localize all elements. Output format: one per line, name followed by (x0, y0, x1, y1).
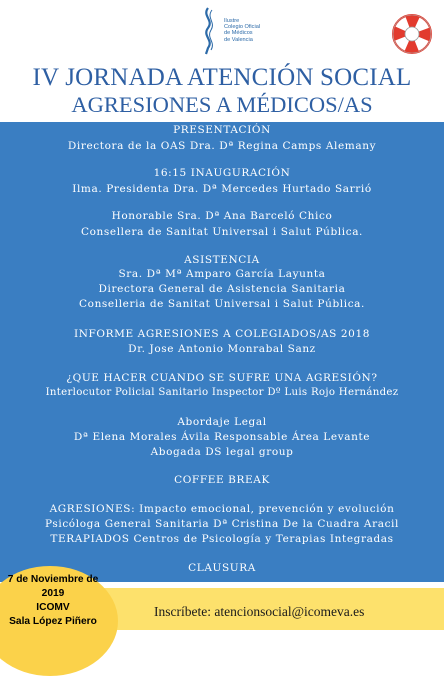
program-line: ASISTENCIA (184, 254, 260, 266)
program-line: Abordaje Legal (177, 416, 267, 428)
program-line: Abogada DS legal group (150, 446, 294, 458)
program-line: Directora de la OAS Dra. Dª Regina Camps Alemany (67, 140, 377, 152)
event-date: 7 de Noviembre de 2019 ICOMV Sala López Piñero (7, 574, 99, 627)
program-line: COFFEE BREAK (174, 474, 270, 486)
program-line: Ilma. Presidenta Dra. Dª Mercedes Hurtado Sarrió (72, 183, 372, 195)
program-line: Sra. Dª Mª Amparo García Layunta (118, 268, 326, 280)
program-line: 16:15 INAUGURACIÓN (153, 167, 291, 179)
program-line: Dr. Jose Antonio Monrabal Sanz (128, 343, 316, 355)
registration-contact: Inscríbete: atencionsocial@icomeva.es (154, 604, 365, 619)
event-subtitle: AGRESIONES A MÉDICOS/AS (71, 92, 373, 117)
program-line: Consellera de Sanitat Universal i Salut Pública. (81, 226, 363, 238)
program-line: CLAUSURA (188, 562, 256, 574)
program-line: Honorable Sra. Dª Ana Barceló Chico (111, 210, 333, 222)
program-line: Conselleria de Sanitat Universal i Salut Pública. (79, 298, 365, 310)
program-line: ¿QUE HACER CUANDO SE SUFRE UNA AGRESIÓN? (66, 372, 378, 384)
program-line: PRESENTACIÓN (173, 124, 271, 136)
lifebuoy-icon (390, 12, 434, 56)
program-line: AGRESIONES: Impacto emocional, prevención y evolución (49, 503, 395, 515)
program-line: Interlocutor Policial Sanitario Inspector Dº Luis Rojo Hernández (45, 387, 399, 398)
program-line: TERAPIADOS Centros de Psicología y Terapias Integradas (50, 533, 394, 545)
program-line: INFORME AGRESIONES A COLEGIADOS/AS 2018 (73, 328, 371, 340)
college-logo-text: Ilustre Colegio Oficial de Médicos de Valencia (224, 18, 261, 43)
program-line: Dª Elena Morales Ávila Responsable Área Levante (73, 431, 371, 443)
event-title: IV JORNADA ATENCIÓN SOCIAL (32, 64, 412, 91)
program-line: Psicóloga General Sanitaria Dª Cristina De la Cuadra Aracil (45, 518, 399, 530)
program-line: Directora General de Asistencia Sanitaria (98, 283, 346, 295)
